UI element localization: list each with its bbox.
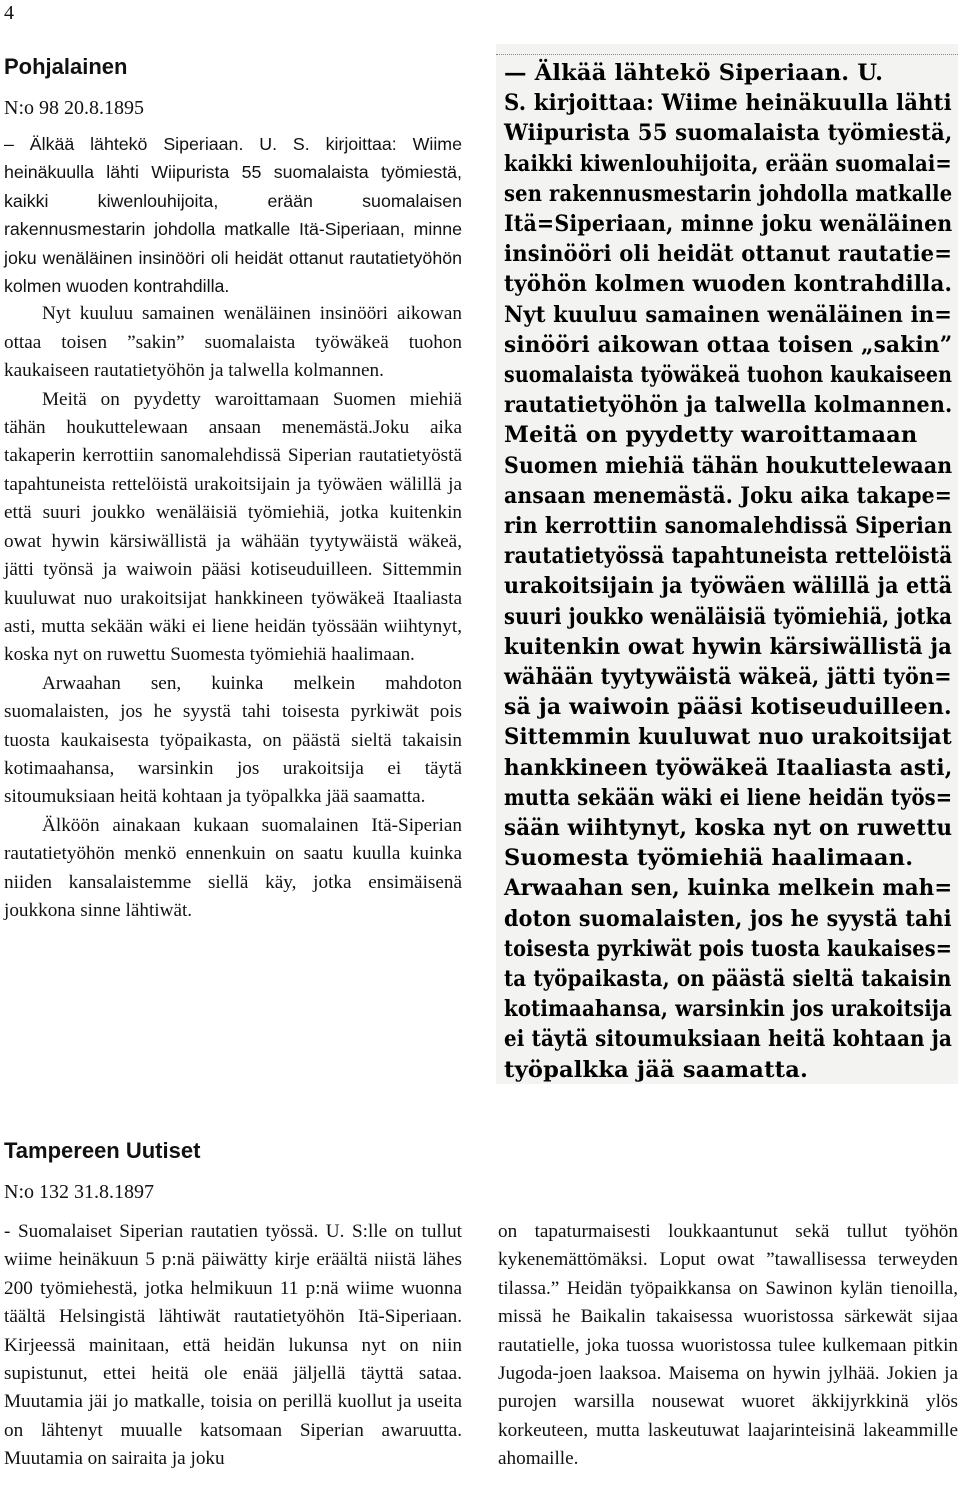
issue-info-1897: N:o 132 31.8.1897 <box>4 1181 154 1203</box>
article-paragraph: Älköön ainakaan kukaan suomalainen Itä-Siperian rautatietyöhön menkö ennenkuin on saatu kuulla kuinka niiden kansalaistemme siellä käy, jotka ensimäisenä joukkona sinne lähtiwät. <box>4 814 462 921</box>
scan-line: wähään tyytywäistä wäkeä, jätti työn= <box>504 664 952 690</box>
scan-line: — Älkää lähtekö Siperiaan. U. <box>504 60 884 86</box>
clipping-top-edge <box>496 44 958 55</box>
scan-line: työhön kolmen wuoden kontrahdilla. <box>504 271 953 298</box>
scan-line: hankkineen työwäkeä Itaaliasta asti, <box>504 754 953 781</box>
scan-line: ei täytä sitoumuksiaan heitä kohtaan ja <box>504 1026 953 1053</box>
scan-line: insinööri oli heidät ottanut rautatie= <box>504 241 953 268</box>
paper-title-tampereen-uutiset: Tampereen Uutiset <box>4 1138 201 1163</box>
scan-line: rautatietyöhön ja talwella kolmannen. <box>504 392 953 419</box>
scan-line: doton suomalaisten, jos he syystä tahi <box>504 905 952 932</box>
scan-line: rin kerrottiin sanomalehdissä Siperian <box>504 513 953 539</box>
scan-line: sään wiihtynyt, koska nyt on ruwettu <box>504 815 953 841</box>
scan-line: ta työpaikasta, on päästä sieltä takaisin <box>504 966 952 992</box>
scan-line: Wiipurista 55 suomalaista työmiestä, <box>504 120 953 147</box>
article-pohjalainen-text <box>4 130 462 925</box>
paper-title-pohjalainen: Pohjalainen <box>4 54 128 79</box>
article-paragraph: on tapaturmaisesti loukkaantunut sekä tullut työhön kykenemättömäksi. Loput owat ”tawallisessa terweyden tilassa.” Heidän työpaikkansa on Sawinon kylän tienoilla, missä he Baikalin takaisessa wuoristossa särkewät sijaa rautatielle, joka tuossa wuoristossa tulee kulkemaan pitkin Jugoda-joen laaksoa. Maisema on hywin jylhää. Jokien ja purojen warsilla nousewat wuoret äkkijyrkkinä ylös korkeuteen, mutta laskeutuwat laajarinteisinä lakeammille ahomaille. <box>498 1221 958 1470</box>
article-paragraph: Meitä on pyydetty waroittamaan Suomen miehiä tähän houkuttelewaan ansaan menemästä.Joku aika takaperin kerrottiin sanomalehdissä Siperian rautatietyöstä tapahtuneista rettelöistä urakoitsijain ja työwäen wälillä ja että suuri joukko wenäläisiä työmiehiä, jotka kuitenkin owat hywin kärsiwällistä ja wähään tyytywäistä wäkeä, jätti työnsä ja waiwoin pääsi kotiseuduilleen. Sittemmin kuuluwat nuo urakoitsijat hankkineen työwäkeä Itaaliasta asti, mutta sekään wäki ei liene heidän työssään wiihtynyt, koska nyt on ruwettu Suomesta työmiehiä haalimaan. <box>4 388 462 666</box>
scan-line: toisesta pyrkiwät pois tuosta kaukaises= <box>504 935 953 962</box>
article-paragraph: Arwaahan sen, kuinka melkein mahdoton suomalaisten, jos he syystä tahi toisesta pyrkiwät pois tuosta kaukaisesta työpaikasta, on päästä sieltä takaisin kotimaahansa, warsinkin jos urakoitsija ei täytä sitoumuksiaan heitä kohtaan ja työpalkka jää saamatta. <box>4 672 462 808</box>
page-number: 4 <box>4 2 14 24</box>
scan-line: ansaan menemästä. Joku aika takape= <box>504 482 953 509</box>
scan-line: kuitenkin owat hywin kärsiwällistä ja <box>504 633 953 660</box>
scan-line: suomalaista työwäkeä tuohon kaukaiseen <box>504 362 953 388</box>
scan-line: kotimaahansa, warsinkin jos urakoitsija <box>504 996 953 1023</box>
scan-line: Itä=Siperiaan, minne joku wenäläinen <box>504 211 953 237</box>
scan-line: Suomen miehiä tähän houkuttelewaan <box>504 452 953 479</box>
scan-line: Suomesta työmiehiä haalimaan. <box>504 845 914 872</box>
article-paragraph: - Suomalaiset Siperian rautatien työssä. U. S:lle on tullut wiime heinäkuun 5 p:nä päiwätty kirje eräältä niistä lähes 200 työmiehestä, jotka helmikuun 11 p:nä wiime wuonna täältä Helsingistä lähtiwät rautatietyöhön Itä-Siperiaan. Kirjeessä mainitaan, että heidän lukunsa nyt on niin supistunut, ettei heitä ole enää jäljellä täyttä sataa. Muutamia jäi jo matkalle, toisia on perillä kuollut ja useita on lähtenyt muualle katsomaan Siperian awaruutta. Muutamia on sairaita ja joku <box>4 1221 462 1470</box>
article-paragraph: Nyt kuuluu samainen wenäläinen insinööri aikowan ottaa toisen ”sakin” suomalaista työwäkeä tuohon kaukaiseen rautatietyöhön ja talwella kolmannen. <box>4 303 462 382</box>
scan-line: kaikki kiwenlouhijoita, erään suomalai= <box>504 150 952 177</box>
article-paragraph: – Älkää lähtekö Siperiaan. U. S. kirjoittaa: Wiime heinäkuulla lähti Wiipurista 55 suomalaista työmiestä, kaikki kiwenlouhijoita, erään suomalaisen rakennusmestarin johdolla matkalle Itä-Siperiaan, minne joku wenäläinen insinööri oli heidät ottanut rautatietyöhön kolmen wuoden kontrahdilla. <box>4 134 462 297</box>
scan-line: rautatietyössä tapahtuneista rettelöistä <box>504 543 953 570</box>
scan-line: mutta sekään wäki ei liene heidän työs= <box>504 784 953 811</box>
scan-line: Arwaahan sen, kuinka melkein mah= <box>504 875 953 902</box>
scan-line: Nyt kuuluu samainen wenäläinen in= <box>504 301 953 328</box>
scan-line: työpalkka jää saamatta. <box>504 1056 809 1083</box>
scan-line: Sittemmin kuuluwat nuo urakoitsijat <box>504 724 952 751</box>
scan-line: urakoitsijain ja työwäen wälillä ja että <box>504 573 953 600</box>
scan-line: sen rakennusmestarin johdolla matkalle <box>504 180 953 207</box>
fraktur-clipping-scan <box>496 44 958 1084</box>
article-tampereen-left-column <box>4 1218 462 1474</box>
scan-line: Meitä on pyydetty waroittamaan <box>504 422 918 449</box>
scan-line: sä ja waiwoin pääsi kotiseuduilleen. <box>504 694 952 721</box>
scan-line: suuri joukko wenäläisiä työmiehiä, jotka <box>504 603 953 630</box>
scan-line: sinööri aikowan ottaa toisen „sakin” <box>504 331 953 358</box>
scan-line: S. kirjoittaa: Wiime heinäkuulla lähti <box>504 90 952 117</box>
issue-info-1895: N:o 98 20.8.1895 <box>4 97 144 119</box>
article-tampereen-right-column <box>498 1218 958 1474</box>
